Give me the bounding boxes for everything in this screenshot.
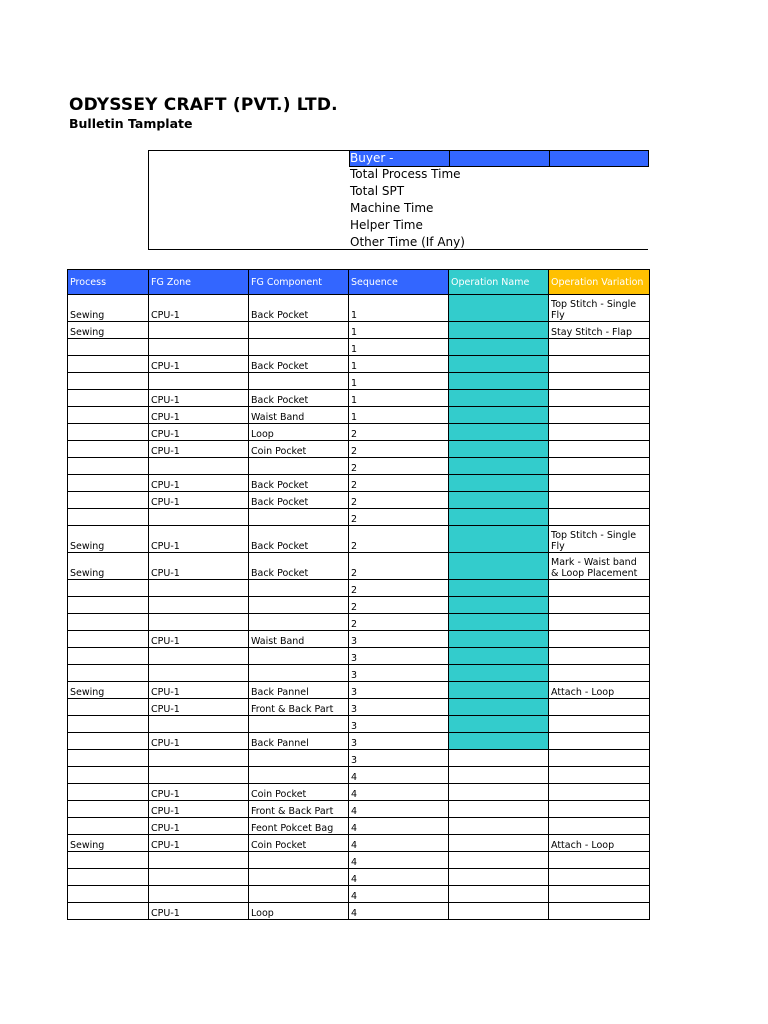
cell-process: Sewing (68, 295, 149, 322)
cell-operation-variation (549, 801, 650, 818)
summary-row (349, 166, 649, 183)
table-row (68, 373, 650, 390)
cell-operation-name (449, 475, 549, 492)
cell-fg-zone (149, 869, 249, 886)
cell-process: Sewing (68, 682, 149, 699)
cell-sequence: 3 (349, 682, 449, 699)
header-sequence: Sequence (349, 270, 449, 295)
cell-fg-component (249, 597, 349, 614)
cell-operation-name (449, 784, 549, 801)
cell-operation-name (449, 339, 549, 356)
cell-fg-zone (149, 458, 249, 475)
cell-fg-zone: CPU-1 (149, 699, 249, 716)
cell-process (68, 441, 149, 458)
cell-fg-zone: CPU-1 (149, 553, 249, 580)
cell-sequence: 2 (349, 553, 449, 580)
cell-fg-component (249, 750, 349, 767)
cell-fg-component: Back Pocket (249, 390, 349, 407)
cell-process (68, 801, 149, 818)
cell-fg-zone: CPU-1 (149, 475, 249, 492)
cell-process (68, 492, 149, 509)
cell-sequence: 4 (349, 835, 449, 852)
cell-operation-name (449, 886, 549, 903)
cell-operation-variation (549, 356, 650, 373)
cell-sequence: 1 (349, 356, 449, 373)
summary-label: Total Process Time (350, 167, 461, 181)
cell-fg-component (249, 373, 349, 390)
cell-process (68, 475, 149, 492)
cell-process (68, 665, 149, 682)
table-row (68, 597, 650, 614)
cell-operation-name (449, 441, 549, 458)
cell-sequence: 2 (349, 580, 449, 597)
cell-fg-zone: CPU-1 (149, 631, 249, 648)
cell-sequence: 4 (349, 818, 449, 835)
cell-process (68, 733, 149, 750)
cell-process (68, 631, 149, 648)
cell-process (68, 390, 149, 407)
cell-process (68, 716, 149, 733)
cell-sequence: 4 (349, 767, 449, 784)
summary-label: Total SPT (350, 184, 405, 198)
cell-fg-component: Coin Pocket (249, 441, 349, 458)
summary-cell (549, 150, 650, 167)
cell-fg-component: Back Pannel (249, 682, 349, 699)
cell-fg-zone: CPU-1 (149, 526, 249, 553)
cell-sequence: 1 (349, 339, 449, 356)
cell-operation-variation (549, 631, 650, 648)
cell-fg-zone: CPU-1 (149, 835, 249, 852)
table-row (68, 424, 650, 441)
cell-fg-component (249, 648, 349, 665)
cell-sequence: 3 (349, 631, 449, 648)
cell-fg-component (249, 665, 349, 682)
cell-fg-component (249, 509, 349, 526)
table-row (68, 869, 650, 886)
cell-fg-zone: CPU-1 (149, 903, 249, 920)
cell-sequence: 1 (349, 407, 449, 424)
cell-operation-variation: Attach - Loop (549, 682, 650, 699)
cell-operation-name (449, 458, 549, 475)
cell-operation-name (449, 682, 549, 699)
cell-fg-component: Waist Band (249, 631, 349, 648)
cell-process (68, 903, 149, 920)
cell-operation-variation (549, 597, 650, 614)
cell-fg-component: Coin Pocket (249, 835, 349, 852)
cell-operation-variation (549, 665, 650, 682)
table-row (68, 750, 650, 767)
cell-process: Sewing (68, 526, 149, 553)
cell-fg-component (249, 886, 349, 903)
cell-fg-component: Back Pocket (249, 553, 349, 580)
cell-operation-variation: Mark - Waist band & Loop Placement (549, 553, 650, 580)
cell-operation-variation (549, 373, 650, 390)
cell-fg-component (249, 767, 349, 784)
cell-sequence: 3 (349, 733, 449, 750)
cell-sequence: 2 (349, 614, 449, 631)
cell-fg-component (249, 458, 349, 475)
cell-fg-zone: CPU-1 (149, 356, 249, 373)
cell-operation-variation (549, 767, 650, 784)
cell-process: Sewing (68, 322, 149, 339)
table-row (68, 665, 650, 682)
company-name: ODYSSEY CRAFT (PVT.) LTD. (69, 95, 338, 115)
table-row (68, 458, 650, 475)
table-row (68, 475, 650, 492)
cell-sequence: 3 (349, 665, 449, 682)
cell-fg-zone: CPU-1 (149, 441, 249, 458)
cell-operation-name (449, 631, 549, 648)
cell-process (68, 339, 149, 356)
cell-operation-name (449, 801, 549, 818)
summary-row (349, 183, 649, 200)
cell-process (68, 648, 149, 665)
cell-sequence: 3 (349, 716, 449, 733)
cell-fg-component: Front & Back Part (249, 699, 349, 716)
cell-operation-variation (549, 441, 650, 458)
cell-operation-name (449, 733, 549, 750)
cell-operation-variation: Top Stitch - Single Fly (549, 526, 650, 553)
table-row (68, 390, 650, 407)
table-row (68, 614, 650, 631)
header-operation-name: Operation Name (449, 270, 549, 295)
cell-fg-zone (149, 614, 249, 631)
cell-sequence: 1 (349, 373, 449, 390)
table-row (68, 295, 650, 322)
cell-fg-component (249, 614, 349, 631)
cell-operation-name (449, 295, 549, 322)
table-row (68, 580, 650, 597)
cell-operation-name (449, 322, 549, 339)
cell-operation-variation (549, 407, 650, 424)
cell-operation-variation (549, 492, 650, 509)
cell-fg-component: Loop (249, 424, 349, 441)
cell-sequence: 1 (349, 390, 449, 407)
cell-fg-zone: CPU-1 (149, 424, 249, 441)
cell-fg-zone (149, 580, 249, 597)
cell-operation-variation (549, 339, 650, 356)
cell-operation-name (449, 407, 549, 424)
cell-operation-name (449, 614, 549, 631)
table-row (68, 801, 650, 818)
cell-fg-zone (149, 852, 249, 869)
summary-row (349, 200, 649, 217)
cell-fg-zone (149, 750, 249, 767)
cell-fg-zone: CPU-1 (149, 390, 249, 407)
cell-fg-component: Back Pocket (249, 295, 349, 322)
cell-operation-variation (549, 818, 650, 835)
cell-sequence: 4 (349, 886, 449, 903)
cell-operation-name (449, 492, 549, 509)
table-row (68, 886, 650, 903)
cell-process (68, 784, 149, 801)
cell-operation-variation: Top Stitch - Single Fly (549, 295, 650, 322)
cell-operation-name (449, 818, 549, 835)
table-row (68, 852, 650, 869)
cell-process (68, 580, 149, 597)
cell-operation-variation (549, 733, 650, 750)
cell-fg-component: Back Pannel (249, 733, 349, 750)
header-fg-component: FG Component (249, 270, 349, 295)
table-row (68, 699, 650, 716)
cell-process (68, 356, 149, 373)
cell-operation-name (449, 869, 549, 886)
cell-operation-name (449, 750, 549, 767)
cell-process (68, 597, 149, 614)
cell-process (68, 458, 149, 475)
cell-process: Sewing (68, 835, 149, 852)
summary-row (349, 234, 649, 251)
cell-operation-name (449, 767, 549, 784)
table-row (68, 682, 650, 699)
table-row (68, 818, 650, 835)
table-row (68, 903, 650, 920)
table-row (68, 784, 650, 801)
cell-fg-zone: CPU-1 (149, 682, 249, 699)
table-row (68, 631, 650, 648)
cell-process (68, 614, 149, 631)
cell-sequence: 2 (349, 492, 449, 509)
table-row (68, 648, 650, 665)
cell-operation-variation: Stay Stitch - Flap (549, 322, 650, 339)
cell-operation-variation: Attach - Loop (549, 835, 650, 852)
cell-fg-component: Back Pocket (249, 492, 349, 509)
operations-table (67, 269, 650, 920)
cell-fg-component: Feont Pokcet Bag (249, 818, 349, 835)
cell-fg-component (249, 716, 349, 733)
cell-sequence: 3 (349, 699, 449, 716)
cell-operation-name (449, 356, 549, 373)
table-row (68, 835, 650, 852)
cell-fg-component (249, 322, 349, 339)
table-row (68, 733, 650, 750)
cell-operation-name (449, 526, 549, 553)
table-row (68, 767, 650, 784)
cell-fg-zone (149, 509, 249, 526)
cell-operation-name (449, 903, 549, 920)
header-operation-variation: Operation Variation (549, 270, 650, 295)
cell-process (68, 373, 149, 390)
cell-fg-zone (149, 886, 249, 903)
cell-fg-zone (149, 665, 249, 682)
cell-process (68, 869, 149, 886)
cell-process (68, 509, 149, 526)
table-row (68, 407, 650, 424)
cell-operation-variation (549, 852, 650, 869)
cell-operation-variation (549, 750, 650, 767)
cell-operation-variation (549, 458, 650, 475)
cell-operation-variation (549, 699, 650, 716)
table-row (68, 339, 650, 356)
cell-sequence: 3 (349, 648, 449, 665)
cell-sequence: 4 (349, 903, 449, 920)
cell-fg-zone: CPU-1 (149, 733, 249, 750)
table-header-row (68, 270, 650, 295)
table-row (68, 356, 650, 373)
cell-fg-zone: CPU-1 (149, 818, 249, 835)
cell-process (68, 699, 149, 716)
cell-operation-name (449, 597, 549, 614)
cell-process: Sewing (68, 553, 149, 580)
table-row (68, 716, 650, 733)
table-row (68, 526, 650, 553)
cell-operation-name (449, 699, 549, 716)
cell-sequence: 4 (349, 852, 449, 869)
cell-fg-zone (149, 322, 249, 339)
cell-fg-component (249, 339, 349, 356)
cell-fg-zone: CPU-1 (149, 784, 249, 801)
cell-fg-zone (149, 767, 249, 784)
cell-sequence: 4 (349, 869, 449, 886)
cell-operation-variation (549, 886, 650, 903)
cell-operation-name (449, 390, 549, 407)
cell-fg-zone: CPU-1 (149, 295, 249, 322)
cell-operation-variation (549, 869, 650, 886)
cell-sequence: 1 (349, 295, 449, 322)
cell-operation-name (449, 648, 549, 665)
cell-fg-component (249, 852, 349, 869)
cell-fg-component: Back Pocket (249, 356, 349, 373)
table-row (68, 509, 650, 526)
summary-box (148, 150, 648, 250)
header-process: Process (68, 270, 149, 295)
cell-operation-variation (549, 509, 650, 526)
cell-fg-component: Loop (249, 903, 349, 920)
cell-sequence: 2 (349, 597, 449, 614)
summary-buyer-row (349, 150, 649, 167)
cell-operation-name (449, 424, 549, 441)
cell-operation-variation (549, 614, 650, 631)
cell-fg-zone (149, 597, 249, 614)
cell-process (68, 424, 149, 441)
summary-label: Machine Time (350, 201, 434, 215)
cell-fg-zone (149, 373, 249, 390)
cell-sequence: 2 (349, 424, 449, 441)
cell-operation-variation (549, 716, 650, 733)
summary-cell (449, 150, 550, 167)
cell-sequence: 4 (349, 784, 449, 801)
summary-label: Helper Time (350, 218, 423, 232)
cell-sequence: 2 (349, 441, 449, 458)
cell-sequence: 1 (349, 322, 449, 339)
cell-fg-component (249, 869, 349, 886)
cell-process (68, 852, 149, 869)
summary-label: Buyer - (350, 151, 394, 165)
cell-operation-name (449, 373, 549, 390)
cell-sequence: 4 (349, 801, 449, 818)
table-row (68, 322, 650, 339)
cell-fg-zone (149, 716, 249, 733)
cell-operation-variation (549, 475, 650, 492)
cell-operation-name (449, 852, 549, 869)
cell-operation-name (449, 580, 549, 597)
table-row (68, 553, 650, 580)
cell-fg-component: Waist Band (249, 407, 349, 424)
cell-operation-variation (549, 424, 650, 441)
cell-process (68, 750, 149, 767)
table-row (68, 492, 650, 509)
cell-fg-component: Back Pocket (249, 526, 349, 553)
cell-sequence: 2 (349, 509, 449, 526)
cell-process (68, 886, 149, 903)
cell-operation-name (449, 509, 549, 526)
cell-operation-name (449, 716, 549, 733)
document-subtitle: Bulletin Tamplate (69, 116, 193, 131)
cell-sequence: 2 (349, 458, 449, 475)
cell-fg-zone (149, 339, 249, 356)
cell-fg-component (249, 580, 349, 597)
cell-sequence: 2 (349, 475, 449, 492)
cell-fg-component: Coin Pocket (249, 784, 349, 801)
cell-process (68, 818, 149, 835)
cell-operation-variation (549, 903, 650, 920)
cell-operation-name (449, 553, 549, 580)
summary-label: Other Time (If Any) (350, 235, 465, 249)
cell-operation-variation (549, 580, 650, 597)
cell-sequence: 2 (349, 526, 449, 553)
cell-fg-component: Back Pocket (249, 475, 349, 492)
cell-sequence: 3 (349, 750, 449, 767)
cell-fg-zone (149, 648, 249, 665)
cell-fg-zone: CPU-1 (149, 407, 249, 424)
cell-process (68, 407, 149, 424)
cell-operation-name (449, 835, 549, 852)
cell-operation-variation (549, 390, 650, 407)
cell-operation-name (449, 665, 549, 682)
cell-operation-variation (549, 784, 650, 801)
header-fg-zone: FG Zone (149, 270, 249, 295)
cell-operation-variation (549, 648, 650, 665)
table-row (68, 441, 650, 458)
summary-row (349, 217, 649, 234)
cell-fg-component: Front & Back Part (249, 801, 349, 818)
cell-fg-zone: CPU-1 (149, 801, 249, 818)
cell-fg-zone: CPU-1 (149, 492, 249, 509)
cell-process (68, 767, 149, 784)
